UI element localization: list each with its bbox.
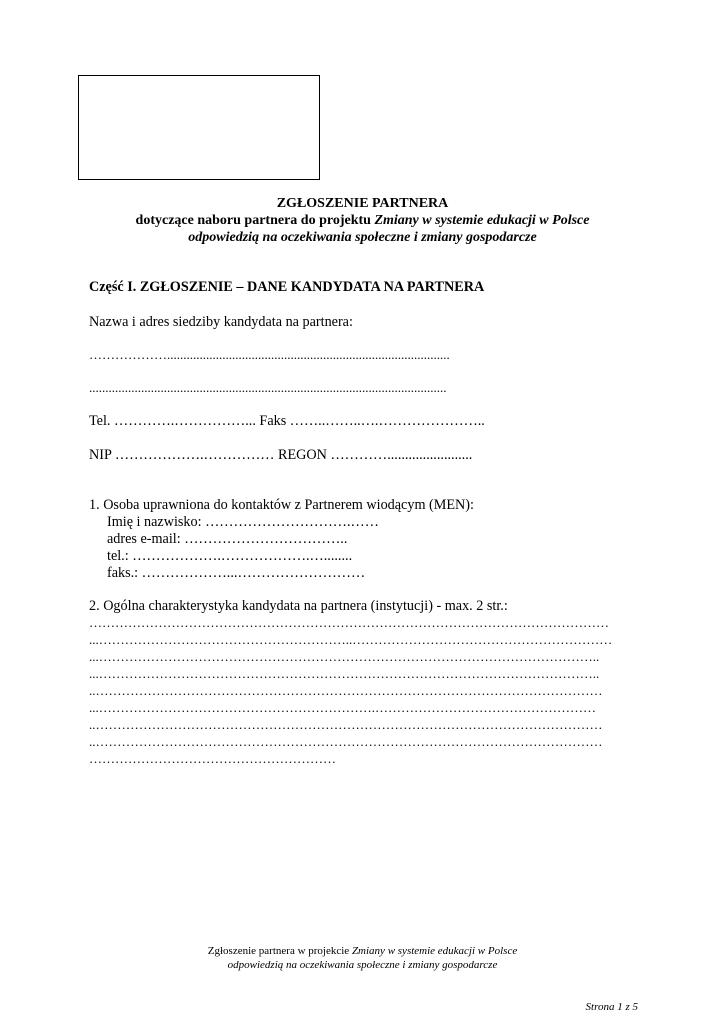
- characteristics-line[interactable]: ..………………………………………………………………………………………………………: [89, 734, 603, 749]
- contact-email-field[interactable]: adres e-mail: ……………………………..: [107, 531, 348, 547]
- page-number: Strona 1 z 5: [585, 1001, 638, 1013]
- contact-heading: 1. Osoba uprawniona do kontaktów z Partnerem wiodącym (MEN):: [89, 497, 474, 513]
- name-address-label: Nazwa i adres siedziby kandydata na partnera:: [89, 314, 353, 330]
- document-subtitle: [0, 212, 725, 229]
- stamp-box: [78, 75, 320, 180]
- subtitle-line2: odpowiedzią na oczekiwania społeczne i zmiany gospodarcze: [188, 230, 537, 245]
- characteristics-heading: 2. Ogólna charakterystyka kandydata na partnera (instytucji) - max. 2 str.:: [89, 598, 508, 614]
- characteristics-line[interactable]: ...……………………………………………………….……………………………………………: [89, 700, 596, 715]
- name-address-field-2[interactable]: ..............................................................................................................: [89, 380, 447, 395]
- footer-line1: [0, 944, 725, 958]
- document-header: [0, 195, 725, 246]
- characteristics-line[interactable]: ...……………………………………………………………………………………………………..: [89, 666, 600, 681]
- characteristics-line[interactable]: ...…………………………………………………..……………………………………………………: [89, 632, 613, 647]
- characteristics-line[interactable]: …………………………………………………………………………………………………………: [89, 615, 609, 630]
- characteristics-line[interactable]: ..………………………………………………………………………………………………………: [89, 683, 603, 698]
- subtitle-project: Zmiany w systemie edukacji w Polsce: [374, 213, 590, 228]
- page-footer: [0, 944, 725, 972]
- section-heading: Część I. ZGŁOSZENIE – DANE KANDYDATA NA PARTNERA: [89, 279, 485, 295]
- contact-name-field[interactable]: Imię i nazwisko: ………………………….……: [107, 514, 379, 530]
- name-address-field-1[interactable]: ……………….......................................................................................: [89, 347, 450, 362]
- nip-regon-field[interactable]: NIP ……………….…………… REGON …………........................: [89, 447, 473, 463]
- subtitle-prefix: dotyczące naboru partnera do projektu: [135, 213, 375, 228]
- characteristics-line[interactable]: …………………………………………………: [89, 751, 336, 766]
- contact-tel-field[interactable]: tel.: ……………….……………….…........: [107, 548, 353, 564]
- document-title: ZGŁOSZENIE PARTNERA: [276, 196, 449, 211]
- contact-fax-field[interactable]: faks.: ………………...………………………: [107, 565, 366, 581]
- characteristics-line[interactable]: ...……………………………………………………………………………………………………..: [89, 649, 600, 664]
- footer-line2: odpowiedzią na oczekiwania społeczne i zmiany gospodarcze: [227, 959, 498, 971]
- tel-fax-field[interactable]: Tel. ………….……………... Faks ……..……..….…………………..: [89, 413, 485, 429]
- footer-project: Zmiany w systemie edukacji w Polsce: [351, 945, 518, 957]
- characteristics-line[interactable]: ..………………………………………………………………………………………………………: [89, 717, 603, 732]
- footer-prefix: Zgłoszenie partnera w projekcie: [207, 945, 352, 957]
